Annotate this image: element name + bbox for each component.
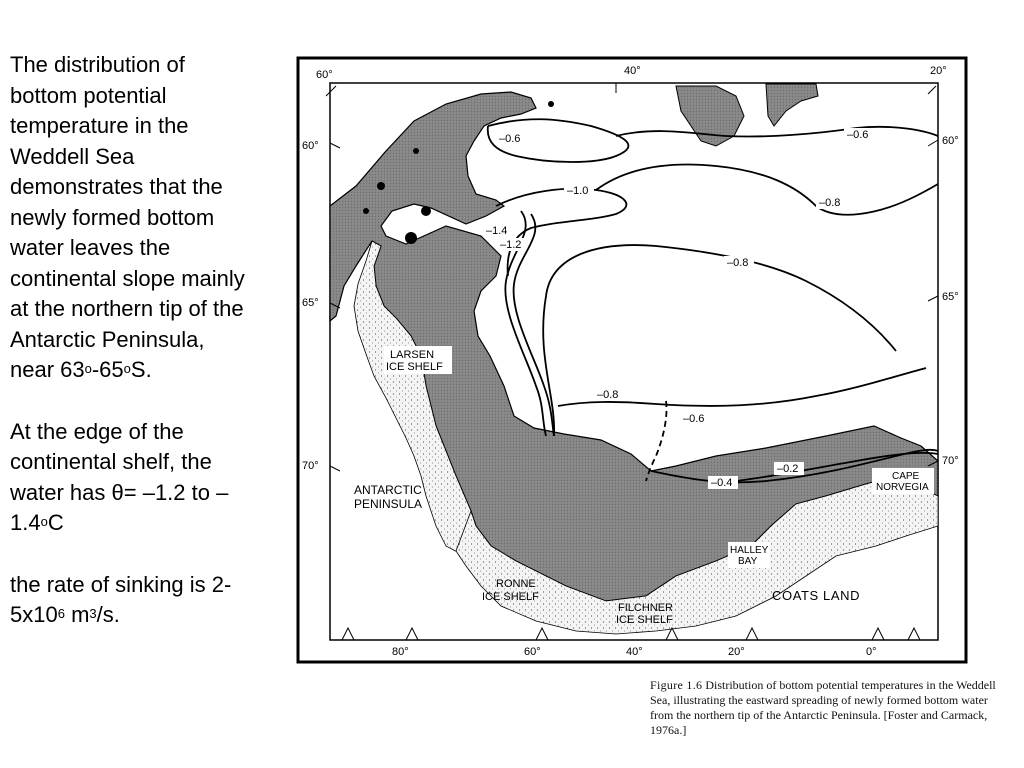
bottom-axis-0: 0° (866, 646, 877, 658)
label-contour-5: –1.4 (486, 225, 508, 237)
paragraph-distribution: The distribution of bottom potential temperature in the Weddell Sea demonstrates that the newly formed bottom water leaves the continental slope mainly at the northern tip of the Antarctic Peninsula, near 63$^o$-65$^o$S. (10, 52, 245, 382)
cape-norvegia-label-line1: CAPE (892, 471, 920, 482)
map-svg (296, 56, 968, 664)
top-axis-20: 20° (930, 65, 947, 77)
label-contour-9: –0.6 (683, 413, 705, 425)
bottom-axis-60: 60° (524, 646, 541, 658)
theta-symbol: θ (111, 479, 124, 505)
paragraph-shelf-edge: At the edge of the continental shelf, the water has θ= –1.2 to –1.4$^o$C (10, 418, 229, 535)
island-dot (363, 208, 369, 214)
left-axis-65: 65° (302, 297, 319, 309)
ronne-label-line1: RONNE (496, 578, 536, 590)
right-axis-65: 65° (942, 291, 959, 303)
halley-label-line2: BAY (738, 556, 758, 567)
larsen-label-line1: LARSEN (390, 349, 435, 361)
right-axis-60: 60° (942, 135, 959, 147)
left-axis-60: 60° (302, 140, 319, 152)
label-contour-7: –0.8 (727, 257, 749, 269)
top-axis-40: 40° (624, 65, 641, 77)
coats-land-label: COATS LAND (772, 588, 861, 603)
label-contour-1: –0.6 (499, 133, 521, 145)
antarctic-peninsula-label-line1: ANTARCTIC (354, 483, 422, 497)
figure-caption (650, 678, 1000, 738)
bottom-axis-40: 40° (626, 646, 643, 658)
right-axis-70: 70° (942, 455, 959, 467)
figure-caption-text: Distribution of bottom potential temperatures in the Weddell Sea, illustrating the eastward spreading of newly formed bottom water from the northern tip of the Antarctic Peninsula. [Foster and Carmack, 1976a.] (650, 678, 996, 737)
halley-label-line1: HALLEY (730, 545, 769, 556)
label-contour-6: –1.2 (500, 239, 522, 251)
figure-label: Figure 1.6 (650, 678, 703, 692)
weddell-sea-map (296, 56, 968, 664)
cape-norvegia-label-line2: NORVEGIA (876, 482, 929, 493)
description-text (10, 50, 250, 662)
left-axis-70: 70° (302, 460, 319, 472)
label-contour-3: –1.0 (567, 185, 589, 197)
label-contour-11: –0.2 (777, 463, 799, 475)
island-dot (548, 101, 554, 107)
island-dot (421, 206, 431, 216)
antarctic-peninsula-label-line2: PENINSULA (354, 497, 423, 511)
larsen-label-line2: ICE SHELF (386, 361, 443, 373)
label-contour-2: –0.6 (847, 129, 869, 141)
bottom-axis-80: 80° (392, 646, 409, 658)
island-dot (413, 148, 419, 154)
ronne-label-line2: ICE SHELF (482, 591, 539, 603)
filchner-label-line2: ICE SHELF (616, 614, 673, 626)
label-contour-4: –0.8 (819, 197, 841, 209)
label-contour-10: –0.4 (711, 477, 733, 489)
top-axis-60: 60° (316, 69, 333, 81)
bottom-axis-20: 20° (728, 646, 745, 658)
island-dot (405, 232, 417, 244)
label-contour-8: –0.8 (597, 389, 619, 401)
filchner-label-line1: FILCHNER (618, 602, 674, 614)
paragraph-sinking-rate: the rate of sinking is $2-5x10^6$ $m^3/s$. (10, 571, 232, 627)
island-dot (377, 182, 385, 190)
